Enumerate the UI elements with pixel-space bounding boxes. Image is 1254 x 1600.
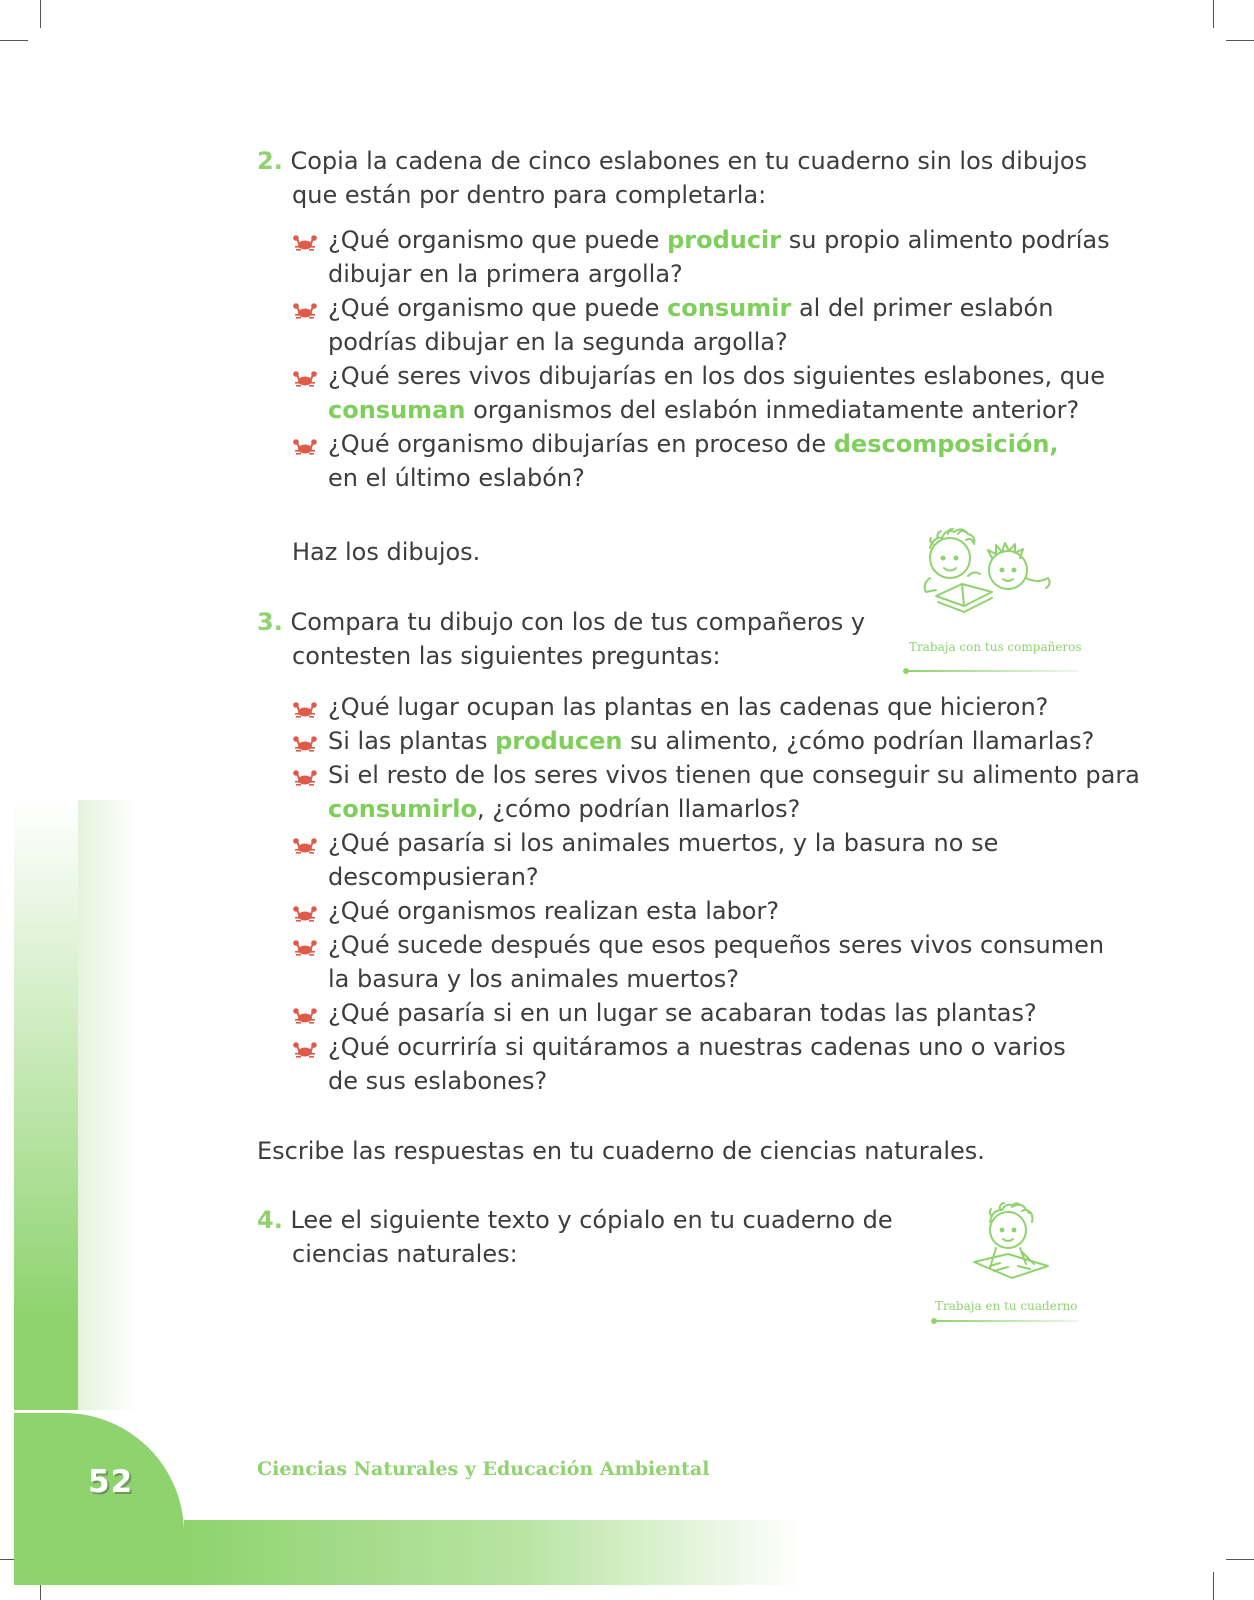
bullet-text: su propio alimento podrías (781, 226, 1110, 254)
keyword-descomposicion: descomposición, (833, 430, 1059, 458)
crop-mark (1213, 1572, 1214, 1600)
side-gradient (14, 800, 78, 1410)
item3-bullet3-line2 (328, 792, 800, 826)
book-title: Ciencias Naturales y Educación Ambiental (257, 1458, 710, 1480)
bullet-text: ¿Qué organismo que puede (328, 294, 668, 322)
side-gradient-soft (78, 800, 138, 1410)
item2-bullet3-line2 (328, 393, 1079, 427)
item3-line2: contesten las siguientes preguntas: (292, 642, 721, 670)
keyword-consumirlo: consumirlo (328, 795, 477, 823)
bullet-text: , ¿cómo podrían llamarlos? (476, 795, 801, 823)
badge-notebook-caption: Trabaja en tu cuaderno (935, 1299, 1078, 1313)
badge-underline (934, 1320, 1078, 1322)
item2-closing: Haz los dibujos. (292, 538, 481, 566)
child-writing-icon (960, 1196, 1060, 1288)
crab-icon (292, 837, 318, 855)
item4-number: 4. (257, 1206, 283, 1234)
item2-bullet1-line2: dibujar en la primera argolla? (328, 260, 683, 288)
item3-bullet3-line1: Si el resto de los seres vivos tienen que conseguir su alimento para (328, 761, 1140, 789)
crab-icon (292, 939, 318, 957)
two-children-reading-icon (908, 518, 1072, 623)
bullet-text: organismos del eslabón inmediatamente anterior? (465, 396, 1080, 424)
bullet-text: ¿Qué organismo que puede (328, 226, 668, 254)
crab-icon (292, 735, 318, 753)
crab-icon (292, 905, 318, 923)
item4-line1 (257, 1203, 893, 1237)
item3-closing: Escribe las respuestas en tu cuaderno de ciencias naturales. (257, 1137, 985, 1165)
item2-number: 2. (257, 147, 283, 175)
item2-line2: que están por dentro para completarla: (292, 181, 767, 209)
keyword-producen: producen (495, 727, 623, 755)
item4-text: Lee el siguiente texto y cópialo en tu cuaderno de (290, 1206, 893, 1234)
badge-underline (906, 670, 1078, 672)
crab-icon (292, 1041, 318, 1059)
item3-bullet6-line2: la basura y los animales muertos? (328, 965, 739, 993)
bullet-text: Si las plantas (328, 727, 496, 755)
keyword-consumir: consumir (667, 294, 792, 322)
crab-icon (292, 370, 318, 388)
item3-bullet1: ¿Qué lugar ocupan las plantas en las cadenas que hicieron? (328, 693, 1049, 721)
crop-mark (1213, 0, 1214, 28)
item4-line2: ciencias naturales: (292, 1240, 518, 1268)
crab-icon (292, 302, 318, 320)
bullet-text: ¿Qué organismo dibujarías en proceso de (328, 430, 834, 458)
item2-line1 (257, 144, 1087, 178)
crab-icon (292, 438, 318, 456)
item3-text: Compara tu dibujo con los de tus compañeros y (290, 608, 866, 636)
crab-icon (292, 1007, 318, 1025)
item3-bullet4-line1: ¿Qué pasaría si los animales muertos, y la basura no se (328, 829, 999, 857)
crab-icon (292, 769, 318, 787)
crop-mark (1226, 40, 1254, 41)
item2-bullet2-line2: podrías dibujar en la segunda argolla? (328, 328, 788, 356)
badge-companions-caption: Trabaja con tus compañeros (909, 640, 1082, 654)
keyword-consuman: consuman (328, 396, 466, 424)
item2-bullet3-line1: ¿Qué seres vivos dibujarías en los dos siguientes eslabones, que (328, 362, 1105, 390)
item3-bullet7: ¿Qué pasaría si en un lugar se acabaran todas las plantas? (328, 999, 1037, 1027)
item3-bullet4-line2: descompusieran? (328, 863, 539, 891)
bullet-text: al del primer eslabón (791, 294, 1054, 322)
bullet-text: su alimento, ¿cómo podrían llamarlas? (622, 727, 1095, 755)
item2-bullet4-line2: en el último eslabón? (328, 464, 585, 492)
bottom-gradient-band (184, 1520, 804, 1585)
item3-bullet2 (328, 724, 1094, 758)
crab-icon (292, 234, 318, 252)
item3-bullet8-line1: ¿Qué ocurriría si quitáramos a nuestras cadenas uno o varios (328, 1033, 1066, 1061)
keyword-producir: producir (667, 226, 782, 254)
item2-text: Copia la cadena de cinco eslabones en tu cuaderno sin los dibujos (290, 147, 1088, 175)
item2-bullet4-line1 (328, 427, 1059, 461)
crop-mark (0, 40, 28, 41)
item3-bullet5: ¿Qué organismos realizan esta labor? (328, 897, 780, 925)
item2-bullet1-line1 (328, 223, 1110, 257)
item3-line1 (257, 605, 865, 639)
crab-icon (292, 701, 318, 719)
item3-bullet8-line2: de sus eslabones? (328, 1067, 548, 1095)
crop-mark (1226, 1559, 1254, 1560)
item2-bullet2-line1 (328, 291, 1053, 325)
item3-number: 3. (257, 608, 283, 636)
crop-mark (40, 0, 41, 28)
page-number: 52 (88, 1464, 134, 1500)
item3-bullet6-line1: ¿Qué sucede después que esos pequeños seres vivos consumen (328, 931, 1105, 959)
